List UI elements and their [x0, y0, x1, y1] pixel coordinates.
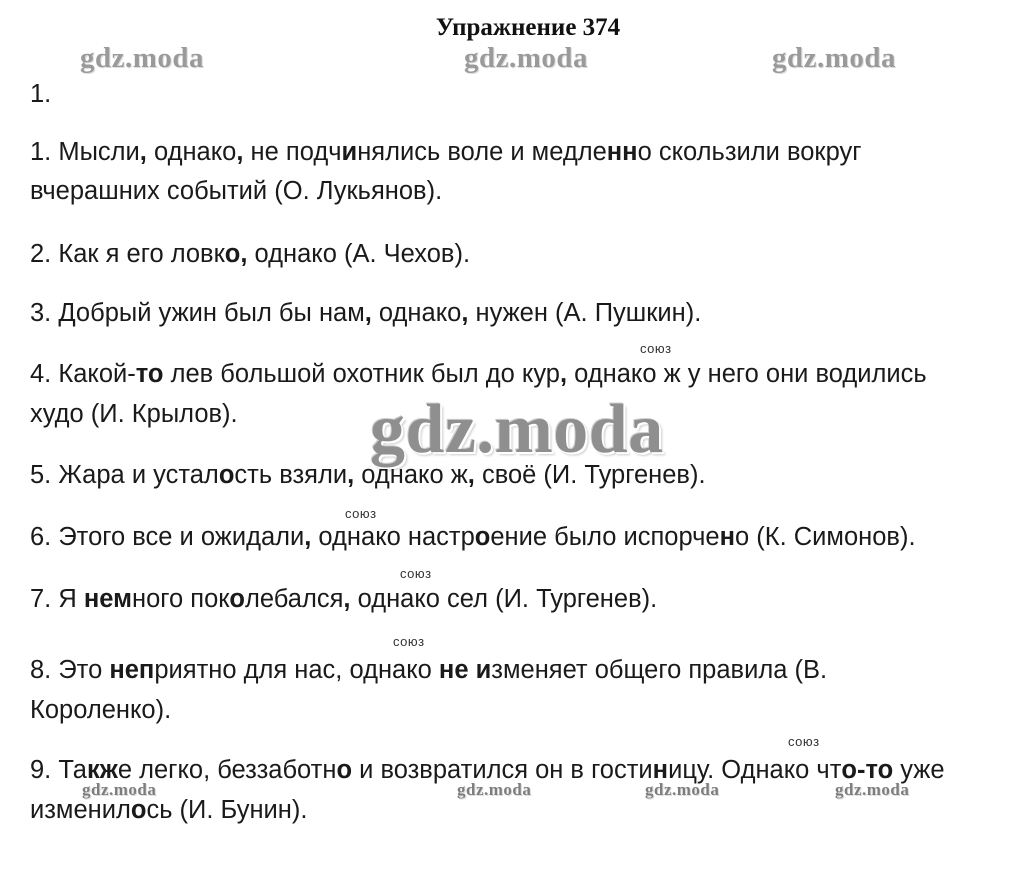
exercise-title: Упражнение 374	[435, 14, 621, 41]
watermark: gdz.moda	[464, 42, 589, 74]
annotation-union: союз	[788, 734, 820, 749]
sentence-2: 2. Как я его ловко, однако (А. Чехов).	[30, 240, 471, 268]
annotation-union: союз	[640, 341, 672, 356]
sentence-5: 5. Жара и усталость взяли, однако ж, своё (И. Тургенев).	[30, 461, 706, 489]
annotation-union: союз	[393, 634, 425, 649]
annotation-union: союз	[400, 566, 432, 581]
sentence-6: 6. Этого все и ожидали, однако настроение было испорчено (К. Симонов).	[30, 523, 916, 551]
watermark: gdz.moda	[645, 780, 720, 799]
annotation-union: союз	[345, 506, 377, 521]
watermark: gdz.moda	[82, 780, 157, 799]
sentence-8-line-1: 8. Это неприятно для нас, однако не изменяет общего правила (В.	[30, 656, 828, 684]
watermark: gdz.moda	[80, 42, 205, 74]
sentence-4-line-1: 4. Какой-то лев большой охотник был до кур, однако ж у него они водились	[30, 360, 927, 388]
sentence-4-line-2: худо (И. Крылов).	[30, 400, 238, 428]
watermark-large: gdz.moda	[370, 391, 664, 468]
sentence-9-line-1: 9. Также легко, беззаботно и возвратился он в гостиницу. Однако что-то уже	[30, 756, 945, 784]
watermark: gdz.moda	[835, 780, 910, 799]
sentence-1-line-2: вчерашних событий (О. Лукьянов).	[30, 177, 443, 205]
sentence-7: 7. Я немного поколебался, однако сел (И. Тургенев).	[30, 585, 658, 613]
sentence-8-line-2: Короленко).	[30, 696, 172, 724]
task-number: 1.	[30, 80, 52, 108]
sentence-1-line-1: 1. Мысли, однако, не подчинялись воле и медленно скользили вокруг	[30, 138, 862, 166]
watermark: gdz.moda	[457, 780, 532, 799]
sentence-9-line-2: изменилось (И. Бунин).	[30, 796, 308, 824]
watermark: gdz.moda	[772, 42, 897, 74]
sentence-3: 3. Добрый ужин был бы нам, однако, нужен (А. Пушкин).	[30, 299, 702, 327]
